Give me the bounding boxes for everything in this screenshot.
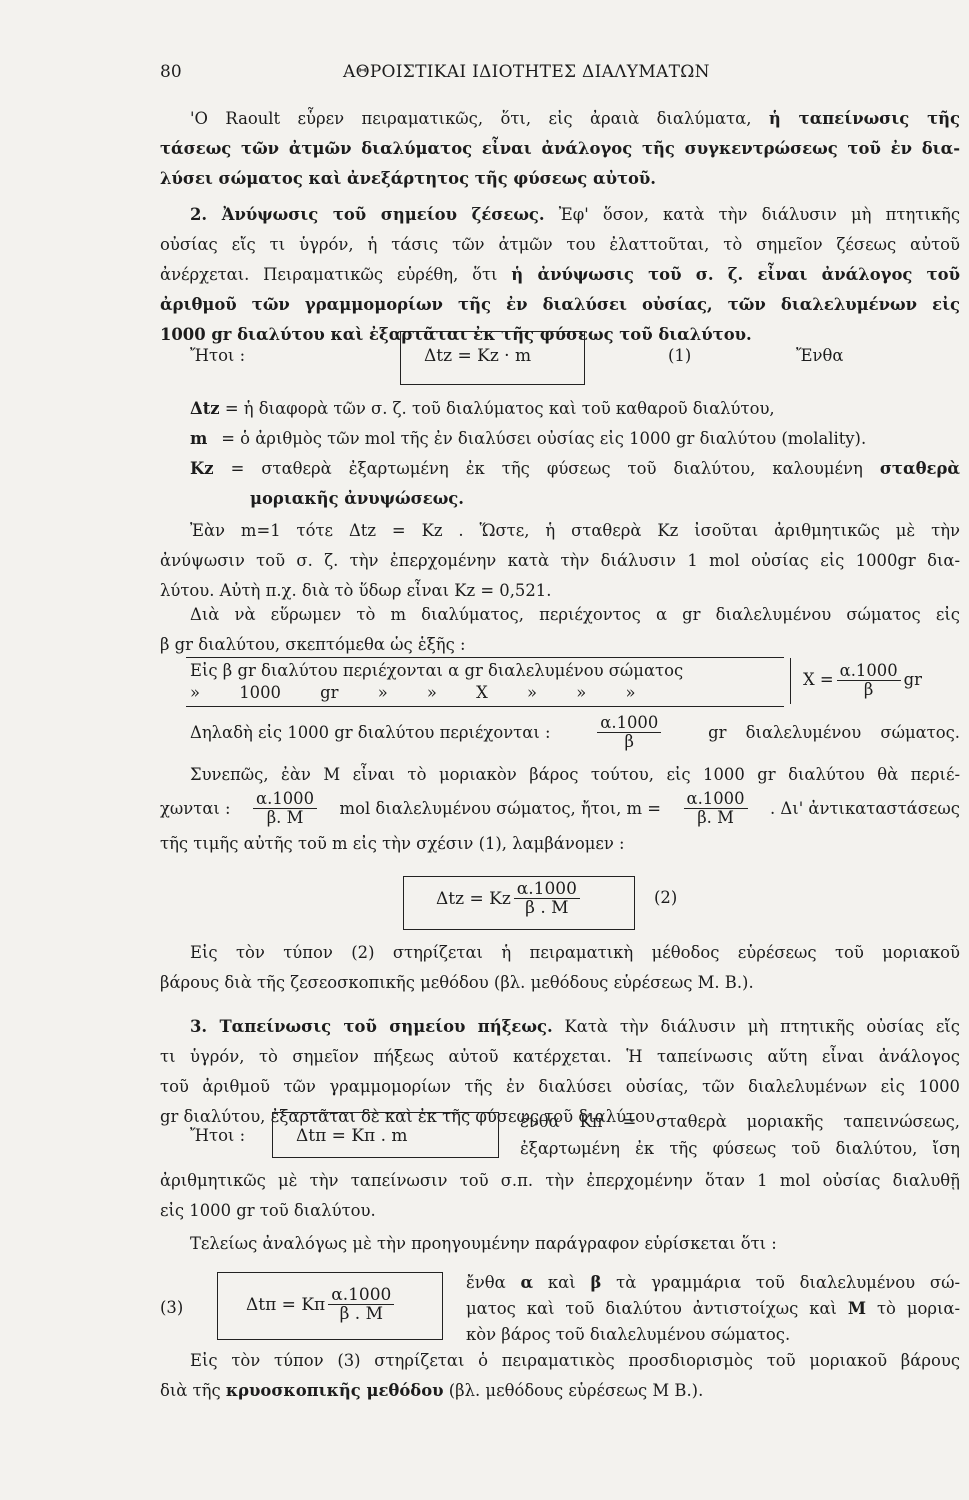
table-x-result: X = $\frac{\alpha.1000}{\beta}$ gr — [803, 661, 922, 699]
intro-line-3: λύσει σώματος καὶ ἀνεξάρτητος τῆς φύσεως αὐτοῦ. — [160, 169, 657, 188]
section-3-line-3: τοῦ ἀριθμοῦ τῶν γραμμομορίων τῆς ἐν διαλύσει οὐσίας, τῶν διαλελυμένων εἰς 1000 — [160, 1077, 960, 1096]
section-2-line-3: ἀνέρχεται. Πειραματικῶς εὑρέθη, ὅτι ἡ ἀνύψωσις τοῦ σ. ζ. εἶναι ἀνάλογος τοῦ — [160, 265, 960, 284]
eq3-line-3: ἀριθμητικῶς μὲ τὴν ταπείνωσιν τοῦ σ.π. τὴν ἐπερχομένην ὅταν 1 mol οὐσίας διαλυθῇ — [160, 1171, 960, 1190]
paragraph-calc — [160, 600, 960, 660]
table-row-2: » 1000 gr » » X » » » — [190, 683, 636, 702]
eq4-right-line-2: ματος καὶ τοῦ διαλύτου ἀντιστοίχως καὶ Μ τὸ μορια- — [466, 1299, 961, 1318]
paragraph-final — [160, 1346, 960, 1406]
peq2-line-2: βάρους διὰ τῆς ζεσεοσκοπικῆς μεθόδου (βλ. μεθόδους εὑρέσεως Μ. Β.). — [160, 973, 754, 992]
eq4-right-line-1: ἔνθα α καὶ β τὰ γραμμάρια τοῦ διαλελυμένου σώ- — [466, 1273, 961, 1292]
eq2-formula: Δtz = Kz $\frac{\alpha.1000}{\beta . M}$ — [436, 880, 583, 917]
dilady-fraction: $\frac{\alpha.1000}{\beta}$ — [597, 714, 661, 751]
eq4-formula: Δtπ = Kπ $\frac{\alpha.1000}{\beta . M}$ — [246, 1286, 397, 1323]
pfinal-line-2: διὰ τῆς κρυοσκοπικῆς μεθόδου (βλ. μεθόδους εὑρέσεως Μ Β.). — [160, 1381, 704, 1400]
intro-line-2: τάσεως τῶν ἀτμῶν διαλύματος εἶναι ἀνάλογος τῆς συγκεντρώσεως τοῦ ἐν δια- — [160, 139, 960, 158]
def-dtz: Δtz = ἡ διαφορὰ τῶν σ. ζ. τοῦ διαλύματος καὶ τοῦ καθαροῦ διαλύτου, — [190, 399, 775, 418]
syn-fraction-1: $\frac{\alpha.1000}{\beta. M}$ — [253, 790, 317, 827]
eq2-number: (2) — [654, 888, 678, 907]
definitions — [190, 394, 960, 514]
section-2-line-5: 1000 gr διαλύτου καὶ ἐξαρτᾶται ἐκ τῆς φύσεως τοῦ διαλύτου. — [160, 325, 752, 344]
paragraph-dilady: Δηλαδὴ εἰς 1000 gr διαλύτου περιέχονται : $\frac{\alpha.1000}{\beta}$ gr διαλελυμένου σώματος. — [190, 713, 960, 751]
section-3-line-2: τι ὑγρόν, τὸ σημεῖον πήξεως αὐτοῦ κατέρχεται. Ἡ ταπείνωσις αὕτη εἶναι ἀνάλογος — [160, 1047, 960, 1066]
peq2-line-1: Εἰς τὸν τύπον (2) στηρίζεται ἡ πειραματικὴ μέθοδος εὑρέσεως τοῦ μοριακοῦ — [190, 943, 960, 962]
paragraph-analog: Τελείως ἀναλόγως μὲ τὴν προηγουμένην παράγραφον εὑρίσκεται ὅτι : — [190, 1234, 777, 1253]
pm1-line-1: Ἐὰν m=1 τότε Δtz = Kz . Ὥστε, ἡ σταθερὰ Kz ἰσοῦται ἀριθμητικῶς μὲ τὴν — [190, 521, 960, 540]
section-2-heading: 2. Ἀνύψωσις τοῦ σημείου ζέσεως. — [190, 205, 545, 224]
x-fraction: $\frac{\alpha.1000}{\beta}$ — [837, 662, 901, 699]
pfinal-line-1: Εἰς τὸν τύπον (3) στηρίζεται ὁ πειραματικὸς προσδιορισμὸς τοῦ μοριακοῦ βάρους — [190, 1351, 960, 1370]
eq3-formula: Δtπ = Kπ . m — [296, 1126, 408, 1146]
eq3-right-line-2: ἐξαρτωμένη ἐκ τῆς φύσεως τοῦ διαλύτου, ἴση — [520, 1139, 960, 1158]
syn-line-1: Συνεπῶς, ἐὰν Μ εἶναι τὸ μοριακὸν βάρος τούτου, εἰς 1000 gr διαλύτου θὰ περιέ- — [190, 765, 960, 784]
eq4-right-line-3: κὸν βάρος τοῦ διαλελυμένου σώματος. — [466, 1325, 791, 1344]
section-2-line-1: 2. Ἀνύψωσις τοῦ σημείου ζέσεως. Ἐφ' ὅσον, κατὰ τὴν διάλυσιν μὴ πτητικῆς — [190, 205, 960, 224]
table-row-1: Εἰς β gr διαλύτου περιέχονται α gr διαλελυμένου σώματος — [190, 661, 684, 680]
section-2-line-2: οὐσίας εἴς τι ὑγρόν, ἡ τάσις τῶν ἀτμῶν του ἐλαττοῦται, τὸ σημεῖον ζέσεως αὐτοῦ — [160, 235, 960, 254]
eq1-formula: Δtz = Kz · m — [424, 346, 532, 366]
pcalc-line-1: Διὰ νὰ εὕρωμεν τὸ m διαλύματος, περιέχοντος α gr διαλελυμένου σώματος εἰς — [190, 605, 960, 624]
pcalc-line-2: β gr διαλύτου, σκεπτόμεθα ὡς ἑξῆς : — [160, 635, 466, 654]
paragraph-synepos — [160, 760, 960, 790]
eq3-right-text — [520, 1108, 960, 1162]
eq4-right-text — [466, 1270, 960, 1348]
eq1-number: (1) — [668, 346, 692, 365]
syn-line-3: τῆς τιμῆς αὐτῆς τοῦ m εἰς τὴν σχέσιν (1), λαμβάνομεν : — [160, 834, 625, 853]
section-2 — [160, 200, 960, 350]
eq3-continuation — [160, 1166, 960, 1226]
eq1-entha: Ἔνθα — [796, 346, 844, 365]
eq4-number: (3) — [160, 1298, 184, 1317]
paragraph-eq2 — [160, 938, 960, 998]
page-number: 80 — [160, 62, 182, 82]
syn-fraction-2: $\frac{\alpha.1000}{\beta. M}$ — [684, 790, 748, 827]
eq3-line-4: εἰς 1000 gr τοῦ διαλύτου. — [160, 1201, 376, 1220]
eq3-right-line-1: ἔνθα Kπ = σταθερὰ μοριακῆς ταπεινώσεως, — [520, 1112, 960, 1131]
section-3-line-4: gr διαλύτου, ἐξαρτᾶται δὲ καὶ ἐκ τῆς φύσεως τοῦ διαλύτου. — [160, 1107, 661, 1126]
pm1-line-2: ἀνύψωσιν τοῦ σ. ζ. τὴν ἐπερχομένην κατὰ τὴν διάλυσιν 1 mol οὐσίας εἰς 1000gr δια- — [160, 551, 960, 570]
table-divider — [790, 658, 791, 704]
eq2-fraction: $\frac{\alpha.1000}{\beta . M}$ — [514, 880, 580, 917]
pm1-line-3: λύτου. Αὐτὴ π.χ. διὰ τὸ ὕδωρ εἶναι Kz = 0,521. — [160, 581, 552, 600]
eq3-ntoi: Ἤτοι : — [190, 1126, 246, 1145]
eq1-ntoi: Ἤτοι : — [190, 346, 246, 365]
intro-line-1: 'Ο Raoult εὗρεν πειραματικῶς, ὅτι, εἰς ἀραιὰ διαλύματα, ἡ ταπείνωσις τῆς — [190, 109, 961, 128]
def-kz-cont: μοριακῆς ἀνυψώσεως. — [250, 489, 464, 508]
section-2-line-4: ἀριθμοῦ τῶν γραμμομορίων τῆς ἐν διαλύσει οὐσίας, τῶν διαλελυμένων εἰς — [160, 295, 960, 314]
running-title: ΑΘΡΟΙΣΤΙΚΑΙ ΙΔΙΟΤΗΤΕΣ ΔΙΑΛΥΜΑΤΩΝ — [343, 62, 710, 82]
intro-paragraph — [190, 104, 960, 134]
table-top-rule — [186, 657, 784, 658]
table-bottom-rule — [186, 706, 784, 707]
syn-line-2: χωνται : $\frac{\alpha.1000}{\beta. M}$ mol διαλελυμένου σώματος, ἤτοι, m = $\frac{\alpha.1000}{\beta. M}$ . Δι' ἀντικαταστάσεως — [160, 789, 960, 827]
intro-paragraph-cont — [160, 134, 960, 194]
def-kz: Kz = σταθερὰ ἐξαρτωμένη ἐκ τῆς φύσεως τοῦ διαλύτου, καλουμένη σταθερὰ — [190, 459, 960, 478]
section-3-heading: 3. Ταπείνωσις τοῦ σημείου πήξεως. — [190, 1017, 553, 1036]
def-m: m = ὁ ἀριθμὸς τῶν mol τῆς ἐν διαλύσει οὐσίας εἰς 1000 gr διαλύτου (molality). — [190, 429, 867, 448]
eq4-fraction: $\frac{\alpha.1000}{\beta . M}$ — [328, 1286, 394, 1323]
paragraph-m-equals-1 — [160, 516, 960, 606]
section-3-line-1: 3. Ταπείνωσις τοῦ σημείου πήξεως. Κατὰ τὴν διάλυσιν μὴ πτητικῆς οὐσίας εἴς — [190, 1017, 960, 1036]
